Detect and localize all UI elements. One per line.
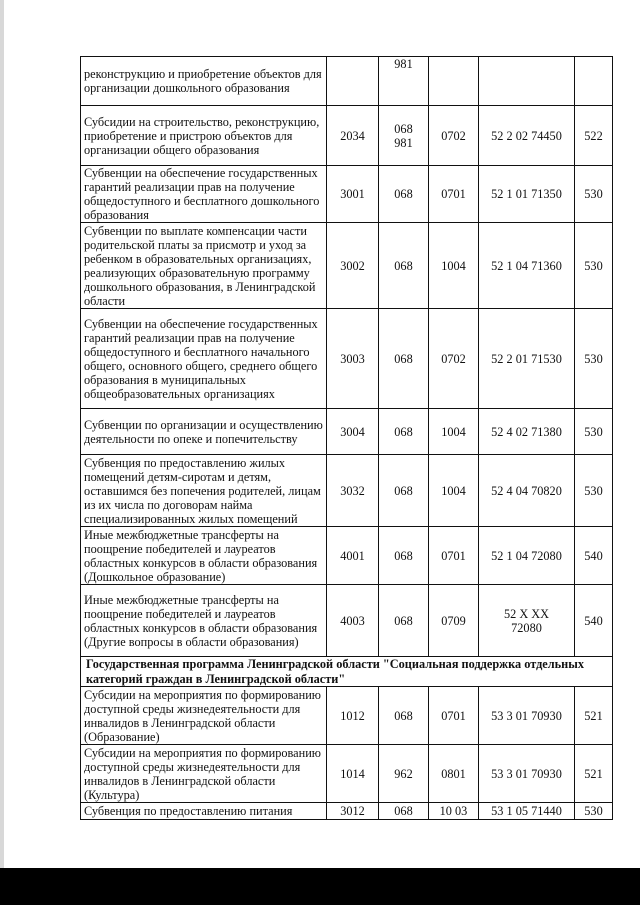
table-row <box>81 527 613 585</box>
row-section: 1004 <box>429 455 479 527</box>
row-code: 1012 <box>327 687 379 745</box>
program-heading: Государственная программа Ленинградской области "Социальная поддержка отдельных категорий граждан в Ленинградской области" <box>81 657 613 687</box>
row-name: Субсидии на мероприятия по формированию доступной среды жизнедеятельности для инвалидов в Ленинградской области (Образование) <box>81 687 327 745</box>
row-name: Субвенции на обеспечение государственных гарантий реализации прав на получение общедоступного и бесплатного дошкольного образования <box>81 166 327 223</box>
row-vr: 530 <box>575 309 613 409</box>
row-code <box>327 57 379 106</box>
row-vr: 522 <box>575 106 613 166</box>
row-ministry: 068 <box>379 585 429 657</box>
table-row <box>81 106 613 166</box>
row-section: 1004 <box>429 223 479 309</box>
budget-table <box>80 56 613 820</box>
row-ministry: 068 <box>379 309 429 409</box>
row-section: 0709 <box>429 585 479 657</box>
row-ministry: 068 <box>379 527 429 585</box>
table-row <box>81 455 613 527</box>
row-target: 52 4 04 70820 <box>479 455 575 527</box>
row-code: 1014 <box>327 745 379 803</box>
row-name: Субвенции на обеспечение государственных гарантий реализации прав на получение общедоступного и бесплатного начального общего, основного общего, среднего общего образования в муниципальных общеобразовательных организациях <box>81 309 327 409</box>
row-vr: 540 <box>575 527 613 585</box>
table-row <box>81 585 613 657</box>
row-section <box>429 57 479 106</box>
row-vr: 530 <box>575 455 613 527</box>
row-name: Иные межбюджетные трансферты на поощрение победителей и лауреатов областных конкурсов в области образования (Другие вопросы в области образования) <box>81 585 327 657</box>
row-ministry: 068 <box>379 803 429 820</box>
row-target: 53 3 01 70930 <box>479 745 575 803</box>
row-section: 0702 <box>429 106 479 166</box>
table-row <box>81 409 613 455</box>
row-name: Субвенции по выплате компенсации части родительской платы за присмотр и уход за ребенком в образовательных организациях, реализующих образовательную программу дошкольного образования, в Ленинградской области <box>81 223 327 309</box>
row-section: 10 03 <box>429 803 479 820</box>
row-vr: 521 <box>575 745 613 803</box>
row-target <box>479 57 575 106</box>
row-section: 0702 <box>429 309 479 409</box>
row-section: 0801 <box>429 745 479 803</box>
row-ministry: 068 <box>379 687 429 745</box>
table-row <box>81 166 613 223</box>
row-name: Иные межбюджетные трансферты на поощрение победителей и лауреатов областных конкурсов в области образования (Дошкольное образование) <box>81 527 327 585</box>
row-code: 2034 <box>327 106 379 166</box>
row-name: Субсидии на строительство, реконструкцию, приобретение и пристрою объектов для организации общего образования <box>81 106 327 166</box>
row-code: 4003 <box>327 585 379 657</box>
row-section: 0701 <box>429 687 479 745</box>
row-ministry: 962 <box>379 745 429 803</box>
table-row <box>81 309 613 409</box>
row-target: 52 2 01 71530 <box>479 309 575 409</box>
section-heading-row <box>81 657 613 687</box>
row-section: 0701 <box>429 527 479 585</box>
row-code: 3032 <box>327 455 379 527</box>
row-ministry: 068 <box>379 223 429 309</box>
row-name: Субвенции по организации и осуществлению деятельности по опеке и попечительству <box>81 409 327 455</box>
row-target: 52 2 02 74450 <box>479 106 575 166</box>
row-ministry: 068 <box>379 455 429 527</box>
row-ministry: 981 <box>379 57 429 106</box>
row-vr: 530 <box>575 409 613 455</box>
table-row <box>81 223 613 309</box>
row-target: 52 X XX 72080 <box>479 585 575 657</box>
row-target: 52 1 01 71350 <box>479 166 575 223</box>
row-vr: 530 <box>575 166 613 223</box>
row-section: 0701 <box>429 166 479 223</box>
row-vr <box>575 57 613 106</box>
row-ministry: 068 <box>379 166 429 223</box>
row-name: реконструкцию и приобретение объектов для организации дошкольного образования <box>81 57 327 106</box>
row-code: 3002 <box>327 223 379 309</box>
row-code: 3003 <box>327 309 379 409</box>
row-target: 52 1 04 72080 <box>479 527 575 585</box>
row-code: 3004 <box>327 409 379 455</box>
row-vr: 521 <box>575 687 613 745</box>
row-target: 53 1 05 71440 <box>479 803 575 820</box>
row-vr: 530 <box>575 803 613 820</box>
table-row <box>81 687 613 745</box>
row-ministry: 068 981 <box>379 106 429 166</box>
row-vr: 540 <box>575 585 613 657</box>
row-section: 1004 <box>429 409 479 455</box>
row-name: Субвенция по предоставлению питания <box>81 803 327 820</box>
row-name: Субсидии на мероприятия по формированию доступной среды жизнедеятельности для инвалидов в Ленинградской области (Культура) <box>81 745 327 803</box>
row-target: 52 4 02 71380 <box>479 409 575 455</box>
scan-bottom-border <box>0 868 640 905</box>
row-code: 3001 <box>327 166 379 223</box>
row-code: 4001 <box>327 527 379 585</box>
row-code: 3012 <box>327 803 379 820</box>
row-target: 52 1 04 71360 <box>479 223 575 309</box>
row-vr: 530 <box>575 223 613 309</box>
row-ministry: 068 <box>379 409 429 455</box>
row-target: 53 3 01 70930 <box>479 687 575 745</box>
table-row <box>81 57 613 106</box>
table-row <box>81 745 613 803</box>
row-name: Субвенция по предоставлению жилых помещений детям-сиротам и детям, оставшимся без попечения родителей, лицам из их числа по договорам найма специализированных жилых помещений <box>81 455 327 527</box>
table-row <box>81 803 613 820</box>
